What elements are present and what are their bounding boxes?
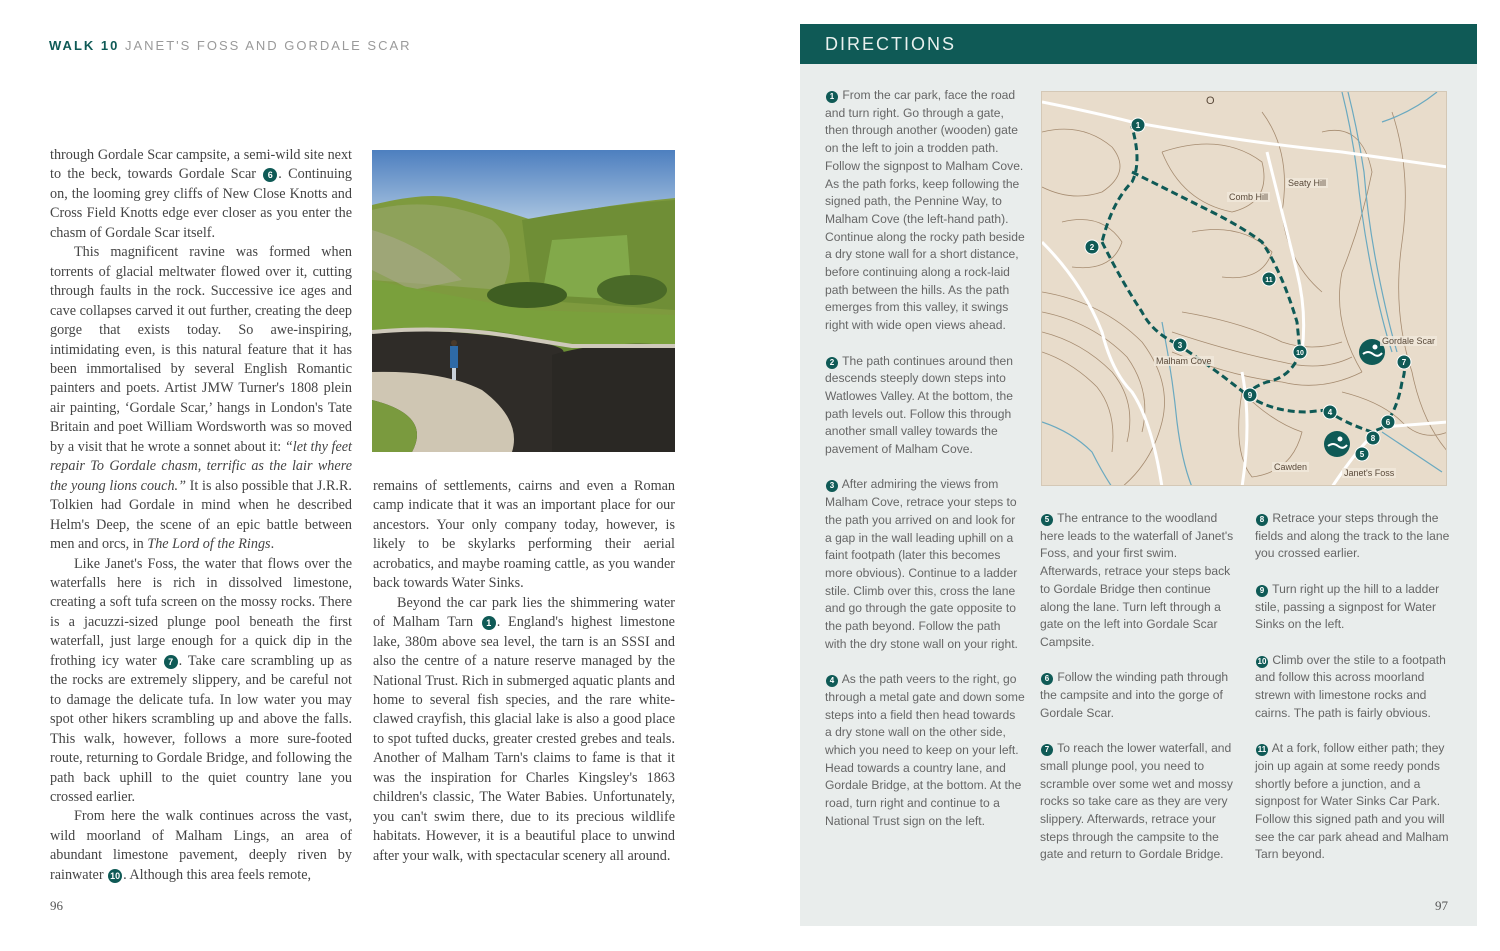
direction-step: 2 The path continues around then descends steeply down steps into Watlowes Valley. At the bottom, the path levels out. Follow this through another small valley towards the pavement of Malham Cove. — [825, 353, 1013, 457]
svg-text:2: 2 — [1089, 243, 1095, 252]
svg-text:7: 7 — [1401, 358, 1407, 367]
waypoint-marker: 10 — [110, 870, 121, 881]
svg-text:6: 6 — [1385, 418, 1391, 427]
svg-text:1: 1 — [1135, 121, 1141, 130]
svg-text:4: 4 — [1327, 408, 1333, 417]
waypoint-4 — [1323, 405, 1337, 419]
paragraph: through Gordale Scar campsite, a semi-wild site next to the beck, towards Gordale Scar 6 . Continuing on, the looming grey cliffs of New Close Knotts and Cross Field Knotts edge ever closer as you enter the chasm of Gordale Scar itself. — [50, 147, 352, 241]
svg-text:10: 10 — [1296, 350, 1304, 357]
waypoint-1 — [1131, 118, 1145, 132]
waypoint-8 — [1366, 431, 1380, 445]
swim-icon — [1324, 431, 1350, 457]
direction-step: 5 The entrance to the woodland here leads to the waterfall of Janet's Foss, and your first swim. Afterwards, retrace your steps back to Gordale Bridge then continue along the lane. Turn left through a gate on the left into Gordale Scar Campsite. — [1040, 511, 1234, 649]
direction-step: 4 As the path veers to the right, go through a metal gate and down some steps into a field then head towards a dry stone wall on the other side, which you need to keep on your left. Head towards a country lane, and Gordale Bridge, at the bottom. At the road, turn right and continue to a National Trust sign on the left. — [825, 672, 1025, 828]
waypoint-marker: 6 — [263, 168, 277, 182]
svg-text:5: 5 — [1359, 450, 1365, 459]
directions-header — [800, 24, 1477, 64]
svg-text:8: 8 — [1370, 434, 1376, 443]
step-marker: 6 — [1041, 673, 1053, 685]
waypoint-5 — [1355, 447, 1369, 461]
direction-step: 1 From the car park, face the road and turn right. Go through a gate, then through another (wooden) gate on the left to join a trodden path. Follow the signpost to Malham Cove. As the path forks, keep following the signed path, the Pennine Way, to Malham Cove (the left-hand path). Continue along the rocky path beside a dry stone wall for a short distance, before continuing along a rock-laid path between the hills. As the path emerges from this valley, it swings right with wide open views ahead. — [825, 88, 1025, 333]
body-column-1 — [50, 146, 352, 885]
waypoint-7 — [1397, 355, 1411, 369]
photo-illustration — [372, 150, 675, 452]
route-map — [1041, 91, 1447, 486]
running-head — [49, 38, 412, 53]
walk-number: WALK 10 — [49, 38, 120, 53]
svg-text:3: 3 — [1177, 341, 1183, 350]
waypoint-6 — [1381, 415, 1395, 429]
direction-step: 3 After admiring the views from Malham Cove, retrace your steps to the path you arrived on and look for a gap in the wall leading uphill on a faint footpath (later this becomes more obvious). Continue to a ladder stile. Climb over this, cross the lane and go through the gate opposite to the path beyond. Follow the path with the dry stone wall on your right. — [825, 477, 1018, 651]
book-title: The Lord of the Rings — [147, 536, 271, 553]
step-marker: 3 — [826, 480, 838, 492]
paragraph: Like Janet's Foss, the water that flows over the waterfalls here is rich in dissolved limestone, creating a soft tufa screen on the mossy rocks. There is a jacuzzi-sized plunge pool beneath the first waterfall, just large enough for a quick dip in the frothing icy water 7 . Take care scrambling up as the rocks are extremely slippery, and be careful not to damage the delicate tufa. In low water you may spot other hikers scrambling up and above the falls. This walk, however, follows a more sure-footed route, returning to Gordale Bridge, and following the path back uphill to the quiet country lane you crossed earlier. — [50, 555, 352, 805]
direction-step: 10 Climb over the stile to a footpath and follow this across moorland strewn with limestone rocks and cairns. The path is fairly obvious. — [1255, 652, 1446, 720]
map-label-malham-cove: Malham Cove — [1156, 356, 1212, 366]
quote: “let thy feet repair To Gordale chasm, terrific as the lair where the young lions couch.” — [50, 438, 352, 494]
paragraph: Beyond the car park lies the shimmering water of Malham Tarn 1 . England's highest limestone lake, 380m above sea level, the tarn is an SSSI and also the centre of a nature reserve managed by the National Trust. Rich in submerged aquatic plants and home to several fish species, and the rare white-clawed crayfish, this glacial lake is also a good place to spot tufted ducks, greater crested grebes and teals. Another of Malham Tarn's claims to fame is that it was the inspiration for Charles Kingsley's 1863 children's classic, The Water Babies. Unfortunately, you can't swim there, due to its precious wildlife habitats. However, it is a beautiful place to unwind after your walk, with spectacular scenery all around. — [373, 594, 675, 864]
map-label-gordale-scar: Gordale Scar — [1382, 336, 1436, 346]
map-label-comb-hill: Comb Hill — [1229, 192, 1269, 202]
step-marker: 9 — [1256, 585, 1268, 597]
page-number-left: 96 — [50, 898, 63, 913]
direction-step: 9 Turn right up the hill to a ladder stile, passing a signpost for Water Sinks on the left. — [1255, 581, 1440, 632]
waypoint-10 — [1293, 345, 1307, 359]
map-svg — [1042, 92, 1447, 486]
directions-column-2 — [1040, 510, 1240, 882]
waypoint-marker: 1 — [482, 616, 496, 630]
svg-text:9: 9 — [1247, 391, 1253, 400]
direction-step: 8 Retrace your steps through the fields and along the track to the lane you crossed earlier. — [1255, 511, 1450, 561]
map-label-janets-foss: Janet's Foss — [1344, 468, 1395, 478]
directions-column-3 — [1255, 510, 1455, 882]
step-marker: 8 — [1256, 514, 1268, 526]
step-marker: 5 — [1041, 514, 1053, 526]
svg-text:11: 11 — [1265, 277, 1273, 284]
body-column-2 — [373, 477, 675, 866]
route-path — [1102, 125, 1405, 432]
page-number-right: 97 — [1435, 898, 1448, 913]
map-label-cawden: Cawden — [1274, 462, 1308, 472]
step-marker: 10 — [1257, 656, 1267, 666]
waypoint-marker: 7 — [164, 655, 178, 669]
step-marker: 2 — [826, 357, 838, 369]
paragraph: From here the walk continues across the vast, wild moorland of Malham Lings, an area of abundant limestone pavement, deeply riven by rainwater 10 . Although this area feels remote, — [50, 808, 352, 883]
direction-step: 7 To reach the lower waterfall, and small plunge pool, you need to scramble over some wet and mossy rocks so take care as they are very slippery. Afterwards, retrace your steps through the campsite to the gate and return to Gordale Bridge. — [1040, 741, 1233, 862]
waypoint-9 — [1243, 388, 1257, 402]
walk-title: JANET'S FOSS AND GORDALE SCAR — [124, 38, 412, 53]
contour-lines — [1042, 112, 1447, 486]
waypoint-11 — [1262, 272, 1276, 286]
map-label-seaty-hill: Seaty Hill — [1288, 178, 1327, 188]
landscape-photo — [372, 150, 675, 452]
directions-title: DIRECTIONS — [825, 34, 957, 54]
directions-column-1 — [825, 87, 1025, 848]
step-marker: 1 — [826, 91, 838, 103]
waypoint-3 — [1173, 338, 1187, 352]
step-marker: 7 — [1041, 744, 1053, 756]
direction-step: 6 Follow the winding path through the campsite and into the gorge of Gordale Scar. — [1040, 670, 1229, 720]
direction-step: 11 At a fork, follow either path; they join up again at some reedy ponds shortly before a junction, and a signpost for Water Sinks Car Park. Follow this signed path and you will see the car park ahead and Malham Tarn beyond. — [1255, 741, 1449, 862]
waypoint-2 — [1085, 240, 1099, 254]
paragraph: remains of settlements, cairns and even a Roman camp indicate that it was an important place for our ancestors. Your only company today, however, is likely to be skylarks performing their aerial acrobatics, and maybe roaming cattle, as you wander back towards Water Sinks. — [373, 478, 675, 592]
step-marker: 11 — [1257, 745, 1267, 755]
map-label-o: O — [1206, 95, 1215, 107]
step-marker: 4 — [826, 675, 838, 687]
paragraph: This magnificent ravine was formed when torrents of glacial meltwater flowed over it, cutting through faults in the rock. Successive ice ages and cave collapses carved it out further, creating the deep gorge that exists today. So awe-inspiring, intimidating even, is this natural feature that it has been immortalised by several English Romantic painters and poets. Artist JMW Turner's 1808 plein air painting, ‘Gordale Scar,’ hangs in London's Tate Britain and poet William Wordsworth was so moved by a visit that he wrote a sonnet about it: “let thy feet repair To Gordale chasm, terrific as the lair where the young lions couch.” It is also possible that J.R.R. Tolkien had Gordale in mind when he described Helm's Deep, the scene of an epic battle between men and orcs, in The Lord of the Rings. — [50, 244, 352, 553]
